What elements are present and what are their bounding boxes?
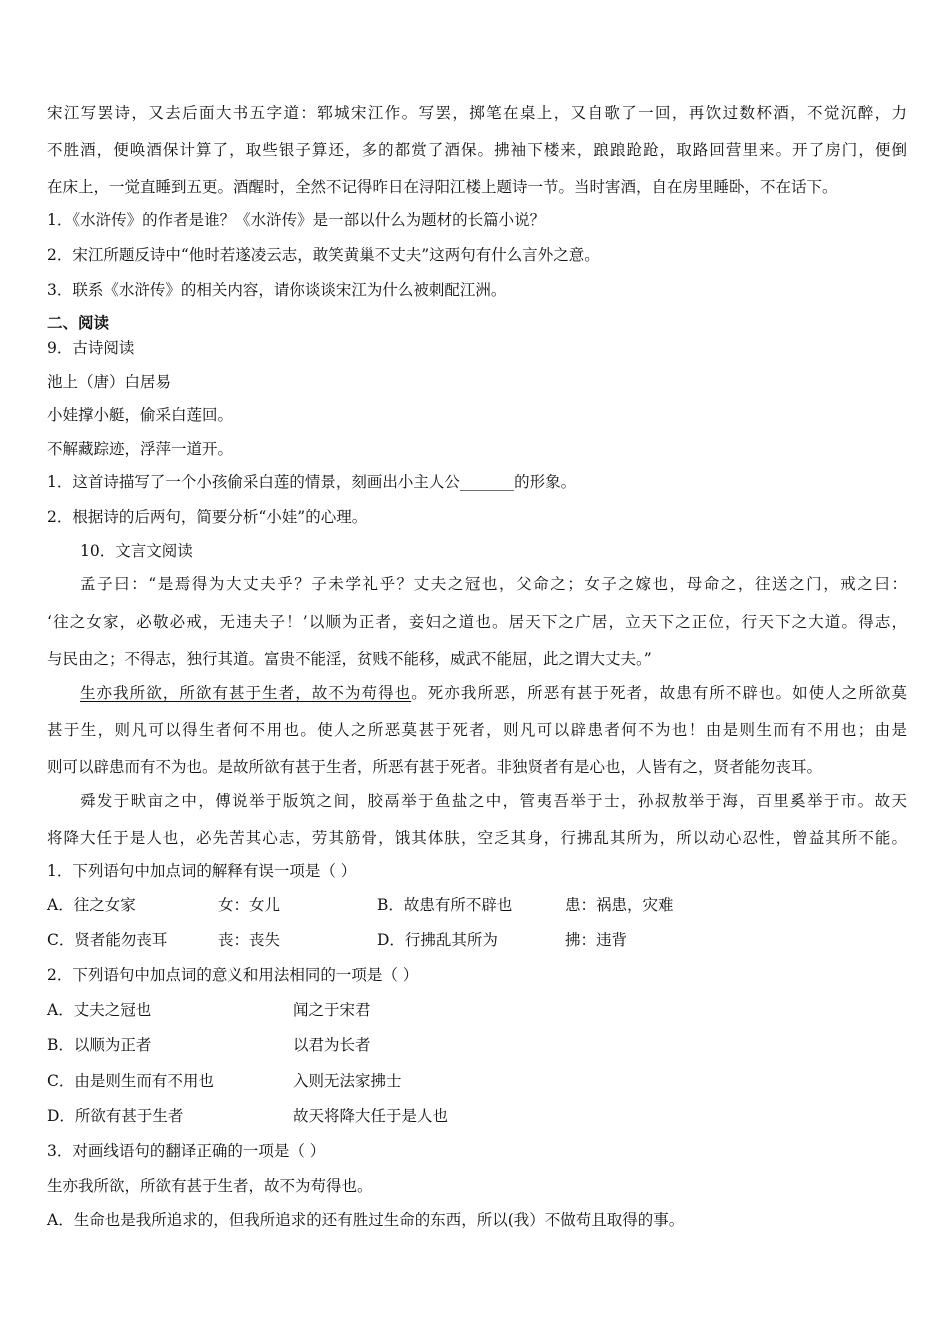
question-8-1: 1．《水浒传》的作者是谁？《水浒传》是一部以什么为题材的长篇小说？ — [47, 211, 546, 229]
p2-line-3: 则可以辟患而有不为也。是故所欲有甚于生者，所恶有甚于死者。非独贤者有是心也，人皆有之，贤者能勿丧耳。 — [47, 758, 823, 776]
q9-title: 9．古诗阅读 — [47, 339, 135, 357]
q10-sub1-option-c-gloss: 丧：丧失 — [218, 931, 281, 949]
underlined-sentence: 生亦我所欲，所欲有甚于生者，故不为苟得也 — [80, 684, 412, 702]
q10-sub2-option-c-compare: 入则无法家拂士 — [293, 1072, 402, 1090]
p2-line-2: 甚于生，则凡可以得生者何不用也。使人之所恶莫甚于死者，则凡可以辟患者何不为也！由是则生而有不用也；由是 — [47, 721, 907, 739]
p1-line-2: ‘往之女家，必敬必戒，无违夫子！’以顺为正者，妾妇之道也。居天下之广居，立天下之正位，行天下之大道。得志， — [47, 613, 907, 631]
question-8-2: 2．宋江所题反诗中“他时若遂凌云志，敢笑黄巢不丈夫”这两句有什么言外之意。 — [47, 246, 600, 264]
p2-line-1-rest: 。死亦我所恶，所恶有甚于死者，故患有所不辟也。如使人之所欲莫 — [411, 684, 907, 702]
q9-sub2: 2．根据诗的后两句，简要分析“小娃”的心理。 — [47, 508, 368, 526]
q10-sub1-option-d-gloss: 拂：违背 — [565, 931, 628, 949]
passage-line-1: 宋江写罢诗，又去后面大书五字道：郓城宋江作。写罢，掷笔在桌上，又自歌了一回，再饮过数杯酒，不觉沉醉，力 — [47, 104, 907, 122]
q10-sub2-option-a: A．丈夫之冠也 — [47, 1001, 152, 1019]
p2-line-1 — [80, 683, 907, 703]
q10-sub1-option-a-gloss: 女：女儿 — [218, 896, 281, 914]
passage-line-2: 不胜酒，便唤酒保计算了，取些银子算还，多的都赏了酒保。拂袖下楼来，踉踉跄跄，取路回营里来。开了房门，便倒 — [47, 141, 907, 159]
passage-line-3: 在床上，一觉直睡到五更。酒醒时，全然不记得昨日在浔阳江楼上题诗一节。当时害酒，自在房里睡卧，不在话下。 — [47, 178, 838, 196]
q10-sub1-option-b: B．故患有所不辟也 — [377, 896, 513, 914]
q10-sub3-stem: 3．对画线语句的翻译正确的一项是（ ） — [47, 1142, 326, 1160]
p3-line-2: 将降大任于是人也，必先苦其心志，劳其筋骨，饿其体肤，空乏其身，行拂乱其所为，所以动心忍性，曾益其所不能。 — [47, 829, 907, 847]
question-8-3: 3．联系《水浒传》的相关内容，请你谈谈宋江为什么被刺配江洲。 — [47, 281, 507, 299]
q9-sub1: 1．这首诗描写了一个小孩偷采白莲的情景，刻画出小主人公_______的形象。 — [47, 473, 577, 491]
q10-sub2-option-b: B．以顺为正者 — [47, 1036, 152, 1054]
poem-line-1: 小娃撑小艇，偷采白莲回。 — [47, 406, 234, 424]
q10-sub1-option-d: D．行拂乱其所为 — [377, 931, 498, 949]
poem-line-2: 不解藏踪迹，浮萍一道开。 — [47, 440, 234, 458]
q10-sub3-sentence: 生亦我所欲，所欲有甚于生者，故不为苟得也。 — [47, 1177, 373, 1195]
q10-sub2-stem: 2．下列语句中加点词的意义和用法相同的一项是（ ） — [47, 966, 419, 984]
p3-line-1: 舜发于畎亩之中，傅说举于版筑之间，胶鬲举于鱼盐之中，管夷吾举于士，孙叔敖举于海，百里奚举于市。故天 — [80, 792, 907, 810]
q10-sub1-option-c: C．贤者能勿丧耳 — [47, 931, 168, 949]
q10-sub1-option-b-gloss: 患：祸患，灾难 — [565, 896, 674, 914]
q10-sub1-option-a: A．往之女家 — [47, 896, 136, 914]
q10-sub2-option-a-compare: 闻之于宋君 — [293, 1001, 371, 1019]
q10-sub2-option-c: C．由是则生而有不用也 — [47, 1072, 214, 1090]
section-title: 二、阅读 — [47, 314, 110, 332]
p1-line-3: 与民由之；不得志，独行其道。富贵不能淫，贫贱不能移，威武不能屈，此之谓大丈夫。” — [47, 650, 652, 668]
q10-sub2-option-d-compare: 故天将降大任于是人也 — [293, 1107, 449, 1125]
poem-title: 池上（唐）白居易 — [47, 373, 172, 391]
q10-sub2-option-d: D．所欲有甚于生者 — [47, 1107, 184, 1125]
q10-sub3-option-a: A．生命也是我所追求的，但我所追求的还有胜过生命的东西，所以(我）不做苟且取得的事。 — [47, 1211, 685, 1229]
q10-sub1-stem: 1．下列语句中加点词的解释有误一项是（ ） — [47, 862, 357, 880]
q10-title: 10．文言文阅读 — [80, 542, 193, 560]
p1-line-1: 孟子曰：“是焉得为大丈夫乎？子未学礼乎？丈夫之冠也，父命之；女子之嫁也，母命之，往送之门，戒之曰： — [80, 575, 907, 593]
q10-sub2-option-b-compare: 以君为长者 — [293, 1036, 371, 1054]
